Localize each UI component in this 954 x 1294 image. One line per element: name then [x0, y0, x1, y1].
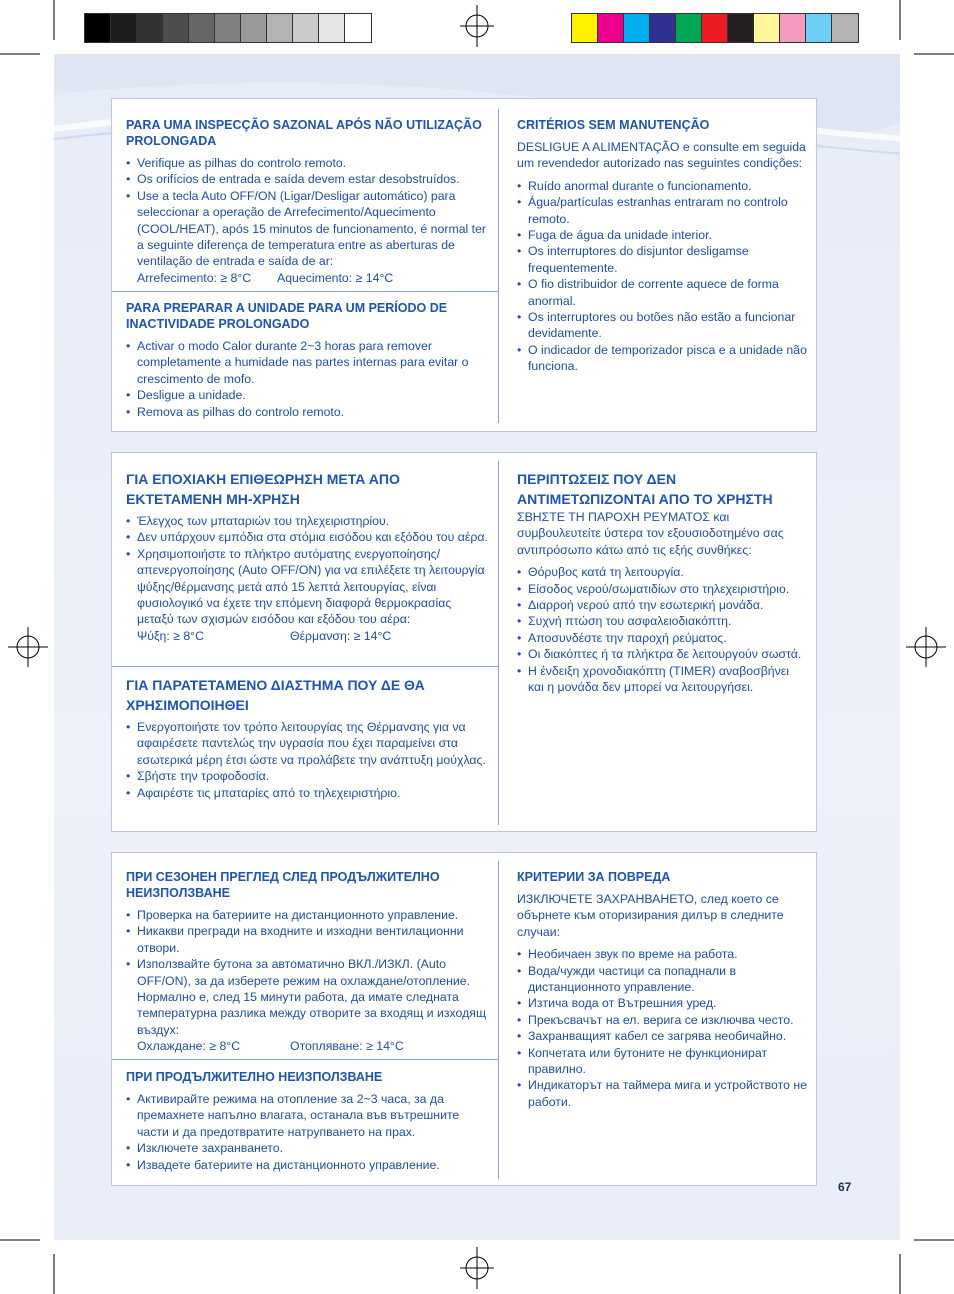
list-item: • Използвайте бутона за автоматично ВКЛ./ИЗКЛ. (Auto OFF/ON), за да изберете режим на охлаждане/отопление. Нормално е, след 15 минути работа, да имате следната температурна разлика между отворите за входящ и изходящ въздух: — [126, 956, 490, 1038]
list-item: • Прекъсвачът на ел. верига се изключва често. — [517, 1012, 808, 1028]
bg-criteria-intro: ИЗКЛЮЧЕТЕ ЗАХРАНВАНЕТО, след което се обърнете към оторизирания дилър в следните случаи: — [517, 892, 784, 939]
list-item: • Проверка на батериите на дистанционното управление. — [126, 907, 490, 923]
pt-criteria-list — [517, 178, 808, 375]
list-item: • Извадете батериите на дистанционното управление. — [126, 1157, 490, 1173]
list-item: • Индикаторът на таймера мига и устройството не работи. — [517, 1077, 808, 1110]
section-portuguese — [111, 98, 817, 432]
bg-inactivity-list — [126, 1091, 490, 1173]
list-item: • Água/partículas estranhas entraram no controlo remoto. — [517, 194, 808, 227]
list-item: • Δεν υπάρχουν εμπόδια στα στόμια εισόδου και εξόδου του αέρα. — [126, 529, 490, 545]
list-item: • Вода/чужди частици са попаднали в дистанционното управление. — [517, 963, 808, 996]
gr-seasonal-list — [126, 513, 490, 628]
bg-non-serviceable — [517, 869, 808, 1110]
list-item: • Διαρροή νερού από την εσωτερική μονάδα. — [517, 597, 808, 613]
block-divider — [112, 666, 498, 667]
bg-criteria-list — [517, 946, 808, 1110]
list-item: • Activar o modo Calor durante 2~3 horas para remover completamente a humidade nas partes internas para evitar o crescimento de mofo. — [126, 338, 490, 387]
temp-heat: Aquecimento: ≥ 14°C — [277, 270, 394, 285]
list-item: • Захранващият кабел се загрява необичайно. — [517, 1028, 808, 1044]
gr-seasonal-inspection — [126, 469, 490, 644]
pt-heading-seasonal: PARA UMA INSPECÇÃO SAZONAL APÓS NÃO UTILIZAÇÃO PROLONGADA — [126, 118, 482, 148]
gr-non-serviceable — [517, 469, 808, 695]
list-item: • Χρησιμοποιήστε το πλήκτρο αυτόματης ενεργοποίησης/ απενεργοποίησης (Auto OFF/ON) για να επιλέξετε τη λειτουργία ψύξης/θέρμανσης μετά από 15 λεπτά λειτουργίας, είναι φυσιολογικό να έχετε την επόμενη διαφορά θερμοκρασίας μεταξύ των σχισμών εισόδου και εξόδου του αέρα: — [126, 546, 490, 628]
pt-seasonal-list — [126, 155, 490, 270]
list-item: • O indicador de temporizador pisca e a unidade não funciona. — [517, 342, 808, 375]
list-item: • O fio distribuidor de corrente aquece de forma anormal. — [517, 276, 808, 309]
bg-heading-seasonal: ПРИ СЕЗОНЕН ПРЕГЛЕД СЛЕД ПРОДЪЛЖИТЕЛНО НЕИЗПОЛЗВАНЕ — [126, 870, 440, 900]
list-item: • Изключете захранването. — [126, 1140, 490, 1156]
bg-seasonal-list — [126, 907, 490, 1038]
list-item: • Αφαιρέστε τις μπαταρίες από το τηλεχειριστήριο. — [126, 785, 490, 801]
gr-criteria-list — [517, 564, 808, 695]
list-item: • Os interruptores ou botões não estão a funcionar devidamente. — [517, 309, 808, 342]
pt-seasonal-inspection — [126, 117, 490, 286]
list-item: • Os orifícios de entrada e saída devem estar desobstruídos. — [126, 171, 490, 187]
list-item: • Έλεγχος των μπαταριών του τηλεχειριστηρίου. — [126, 513, 490, 529]
gr-long-inactivity — [126, 675, 490, 801]
section-greek — [111, 452, 817, 832]
gr-temp-diff — [126, 628, 490, 644]
list-item: • Συχνή πτώση του ασφαλειοδιακόπτη. — [517, 613, 808, 629]
section-bulgarian — [111, 852, 817, 1186]
list-item: • Use a tecla Auto OFF/ON (Ligar/Desligar automático) para seleccionar a operação de Arrefecimento/Aquecimento (COOL/HEAT), após 15 minutos de funcionamento, é normal ter a seguinte diferença de temperatura entre as aberturas de ventilação de entrada e saída de ar: — [126, 188, 490, 270]
bg-heading-inactivity: ПРИ ПРОДЪЛЖИТЕЛНО НЕИЗПОЛЗВАНЕ — [126, 1070, 383, 1084]
pt-long-inactivity — [126, 300, 490, 420]
list-item: • Remova as pilhas do controlo remoto. — [126, 404, 490, 420]
bg-temp-diff — [126, 1038, 490, 1054]
list-item: • Изтича вода от Вътрешния уред. — [517, 995, 808, 1011]
temp-cool: Охлаждане: ≥ 8°C — [137, 1039, 241, 1054]
list-item: • Desligue a unidade. — [126, 387, 490, 403]
bg-long-inactivity — [126, 1069, 490, 1173]
gr-heading-seasonal: ΓΙΑ ΕΠΟΧΙΑΚΗ ΕΠΙΘΕΩΡΗΣΗ ΜΕΤΑ ΑΠΟ ΕΚΤΕΤΑΜΕΝΗ ΜΗ-ΧΡΗΣΗ — [126, 471, 400, 507]
temp-cool: Ψύξη: ≥ 8°C — [137, 628, 204, 643]
list-item: • Необичаен звук по време на работа. — [517, 946, 808, 962]
list-item: • Σβήστε την τροφοδοσία. — [126, 768, 490, 784]
block-divider — [112, 1059, 498, 1060]
gr-inactivity-list — [126, 719, 490, 801]
list-item: • Verifique as pilhas do controlo remoto. — [126, 155, 490, 171]
list-item: • Η ένδειξη χρονοδιακόπτη (TIMER) αναβοσβήνει και η μονάδα δεν μπορεί να λειτουργήσει. — [517, 663, 808, 696]
temp-heat: Отопляване: ≥ 14°C — [290, 1039, 404, 1054]
list-item: • Είσοδος νερού/σωματιδίων στο τηλεχειριστήριο. — [517, 581, 808, 597]
pt-non-serviceable — [517, 117, 808, 375]
list-item: • Никакви прегради на входните и изходни вентилационни отвори. — [126, 923, 490, 956]
pt-heading-criteria: CRITÉRIOS SEM MANUTENÇÃO — [517, 118, 710, 132]
list-item: • Активирайте режима на отопление за 2~3 часа, за да премахнете напълно влагата, останала във вътрешните части и да предотвратите натрупването на прах. — [126, 1091, 490, 1140]
temp-cool: Arrefecimento: ≥ 8°C — [137, 270, 252, 285]
list-item: • Ενεργοποιήστε τον τρόπο λειτουργίας της Θέρμανσης για να αφαιρέσετε παντελώς την υγρασία που έχει παραμείνει στα εσωτερικά μέρη έτσι ώστε να προλάβετε την ανάπτυξη μούχλας. — [126, 719, 490, 768]
bg-seasonal-inspection — [126, 869, 490, 1055]
gr-heading-criteria: ΠΕΡΙΠΤΩΣΕΙΣ ΠΟΥ ΔΕΝ ΑΝΤΙΜΕΤΩΠΙΖΟΝΤΑΙ ΑΠΟ ΤΟ ΧΡΗΣΤΗ — [517, 471, 773, 507]
gr-criteria-intro: ΣΒΗΣΤΕ ΤΗ ΠΑΡΟΧΗ ΡΕΥΜΑΤΟΣ και συμβουλευτείτε ύστερα τον εξουσιοδοτημένο σας αντιπρόσωπο κάτω από τις εξής συνθήκες: — [517, 510, 784, 557]
pt-heading-inactivity: PARA PREPARAR A UNIDADE PARA UM PERÍODO DE INACTIVIDADE PROLONGADO — [126, 301, 448, 331]
column-divider — [498, 861, 499, 1179]
pt-temp-diff — [126, 270, 490, 286]
list-item: • Os interruptores do disjuntor desligamse frequentemente. — [517, 243, 808, 276]
column-divider — [498, 461, 499, 825]
list-item: • Fuga de água da unidade interior. — [517, 227, 808, 243]
temp-heat: Θέρμανση: ≥ 14°C — [290, 628, 392, 643]
gr-heading-inactivity: ΓΙΑ ΠΑΡΑΤΕΤΑΜΕΝΟ ΔΙΑΣΤΗΜΑ ΠΟΥ ΔΕ ΘΑ ΧΡΗΣΙΜΟΠΟΙΗΘΕΙ — [126, 677, 425, 713]
list-item: • Ruído anormal durante o funcionamento. — [517, 178, 808, 194]
list-item: • Οι διακόπτες ή τα πλήκτρα δε λειτουργούν σωστά. — [517, 646, 808, 662]
list-item: • Αποσυνδέστε την παροχή ρεύματος. — [517, 630, 808, 646]
list-item: • Θόρυβος κατά τη λειτουργία. — [517, 564, 808, 580]
pt-criteria-intro: DESLIGUE A ALIMENTAÇÃO e consulte em seguida um revendedor autorizado nas seguintes condições: — [517, 140, 806, 171]
list-item: • Копчетата или бутоните не функционират правилно. — [517, 1045, 808, 1078]
bg-heading-criteria: КРИТЕРИИ ЗА ПОВРЕДА — [517, 870, 671, 884]
pt-inactivity-list — [126, 338, 490, 420]
block-divider — [112, 291, 498, 292]
page-number: 67 — [838, 1180, 852, 1194]
column-divider — [498, 109, 499, 423]
